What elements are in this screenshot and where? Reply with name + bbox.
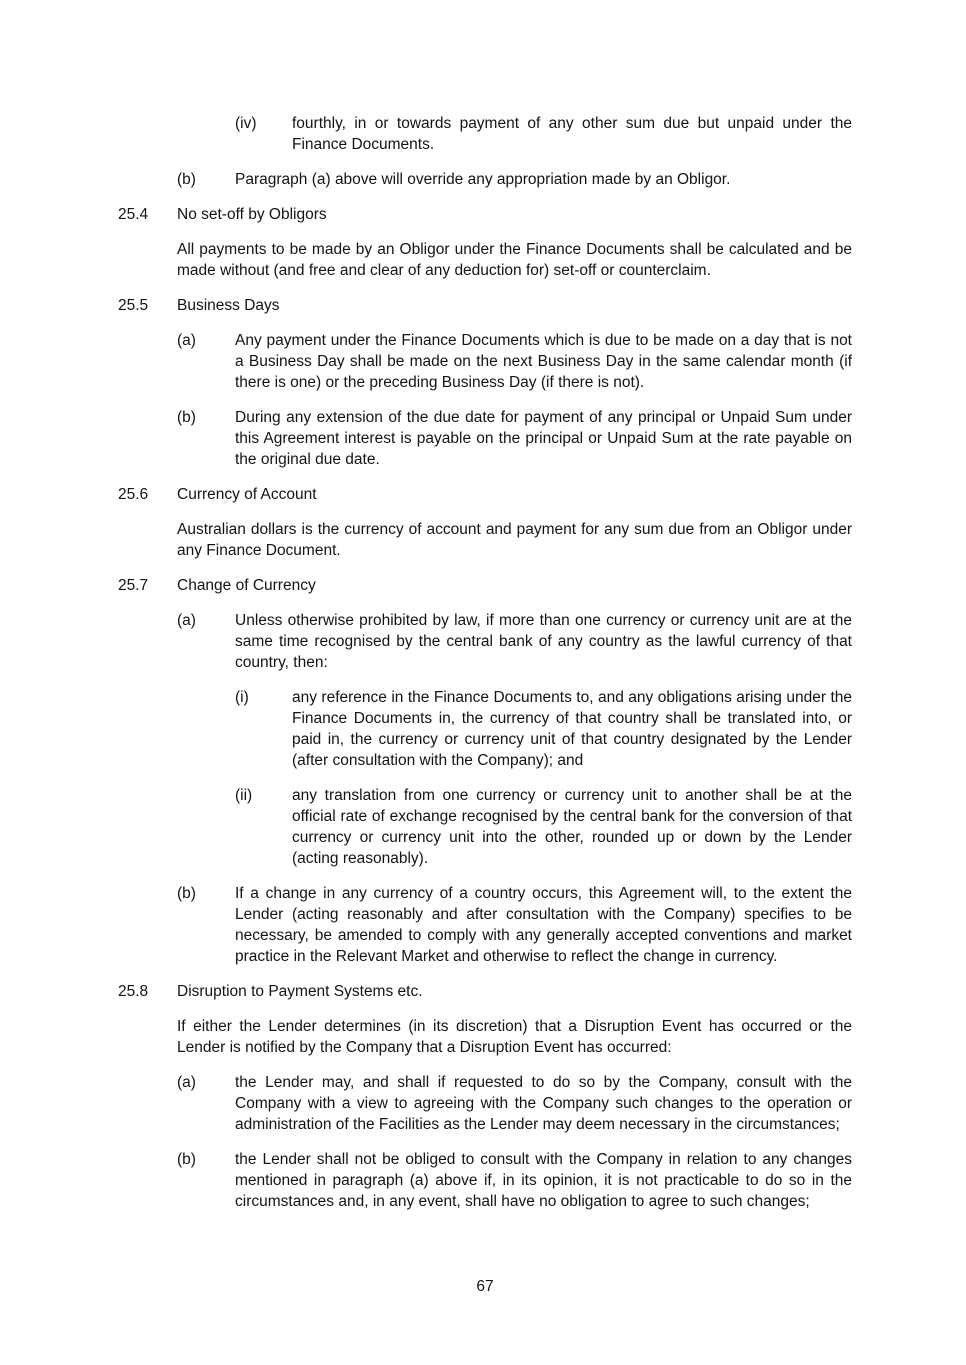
sub-paragraph-b: [177, 1149, 852, 1212]
list-marker: (b): [177, 1151, 196, 1168]
clause-number: 25.8: [118, 983, 149, 1000]
sub-paragraph-a: [177, 1072, 852, 1135]
clause-title: No set-off by Obligors: [177, 206, 327, 223]
paragraph-text: any translation from one currency or currency unit to another shall be at the official rate of exchange recognised by the central bank for the conversion of that currency or currency unit into the other, rounded up or down by the Lender (acting reasonably).: [292, 787, 852, 867]
page-number: 67: [476, 1278, 494, 1295]
sub-paragraph-b: [177, 407, 852, 470]
sub-paragraph-a: [177, 330, 852, 393]
sub-paragraph-b: [177, 883, 852, 967]
list-marker: (iv): [235, 115, 257, 132]
paragraph-text: If a change in any currency of a country occurs, this Agreement will, to the extent the Lender (acting reasonably and after consultation with the Company) specifies to be necessary, be amended to comply with any generally accepted conventions and market practice in the Relevant Market and otherwise to reflect the change in currency.: [235, 885, 852, 965]
list-marker: (b): [177, 885, 196, 902]
paragraph-text: fourthly, in or towards payment of any other sum due but unpaid under the Finance Documents.: [292, 115, 852, 153]
clause-heading-25-5: [118, 295, 852, 316]
list-marker: (a): [177, 332, 196, 349]
sub-sub-paragraph-ii: [235, 785, 852, 869]
sub-sub-paragraph-i: [235, 687, 852, 771]
clause-title: Disruption to Payment Systems etc.: [177, 983, 423, 1000]
clause-title: Business Days: [177, 297, 280, 314]
list-marker: (ii): [235, 787, 253, 804]
paragraph-text: Unless otherwise prohibited by law, if more than one currency or currency unit are at the same time recognised by the central bank of any country as the lawful currency of that country, then:: [235, 612, 852, 671]
list-marker: (i): [235, 689, 249, 706]
paragraph-text: Paragraph (a) above will override any appropriation made by an Obligor.: [235, 171, 731, 188]
sub-sub-paragraph-iv: [235, 113, 852, 155]
clause-heading-25-6: [118, 484, 852, 505]
sub-paragraph-a: [177, 610, 852, 673]
clause-number: 25.4: [118, 206, 149, 223]
paragraph-text: Any payment under the Finance Documents which is due to be made on a day that is not a Business Day shall be made on the next Business Day in the same calendar month (if there is one) or the preceding Business Day (if there is not).: [235, 332, 852, 391]
clause-body-text: All payments to be made by an Obligor under the Finance Documents shall be calculated and be made without (and free and clear of any deduction for) set-off or counterclaim.: [177, 241, 852, 279]
page-footer: [118, 1276, 852, 1297]
paragraph-text: any reference in the Finance Documents to, and any obligations arising under the Finance Documents in, the currency of that country shall be translated into, or paid in, the currency or currency unit of that country designated by the Lender (after consultation with the Company); and: [292, 689, 852, 769]
list-marker: (b): [177, 171, 196, 188]
clause-body-text: If either the Lender determines (in its discretion) that a Disruption Event has occurred or the Lender is notified by the Company that a Disruption Event has occurred:: [177, 1018, 852, 1056]
paragraph-text: the Lender may, and shall if requested to do so by the Company, consult with the Company with a view to agreeing with the Company such changes to the operation or administration of the Facilities as the Lender may deem necessary in the circumstances;: [235, 1074, 852, 1133]
clause-number: 25.6: [118, 486, 149, 503]
list-marker: (b): [177, 409, 196, 426]
clause-heading-25-4: [118, 204, 852, 225]
paragraph-text: the Lender shall not be obliged to consult with the Company in relation to any changes mentioned in paragraph (a) above if, in its opinion, it is not practicable to do so in the circumstances and, in any event, shall have no obligation to agree to such changes;: [235, 1151, 852, 1210]
clause-body-text: Australian dollars is the currency of account and payment for any sum due from an Obligor under any Finance Document.: [177, 521, 852, 559]
clause-number: 25.7: [118, 577, 149, 594]
clause-heading-25-7: [118, 575, 852, 596]
clause-title: Currency of Account: [177, 486, 317, 503]
list-marker: (a): [177, 1074, 196, 1091]
list-marker: (a): [177, 612, 196, 629]
clause-number: 25.5: [118, 297, 149, 314]
sub-paragraph-b: [177, 169, 852, 190]
clause-heading-25-8: [118, 981, 852, 1002]
paragraph-text: During any extension of the due date for payment of any principal or Unpaid Sum under this Agreement interest is payable on the principal or Unpaid Sum at the rate payable on the original due date.: [235, 409, 852, 468]
clause-title: Change of Currency: [177, 577, 316, 594]
